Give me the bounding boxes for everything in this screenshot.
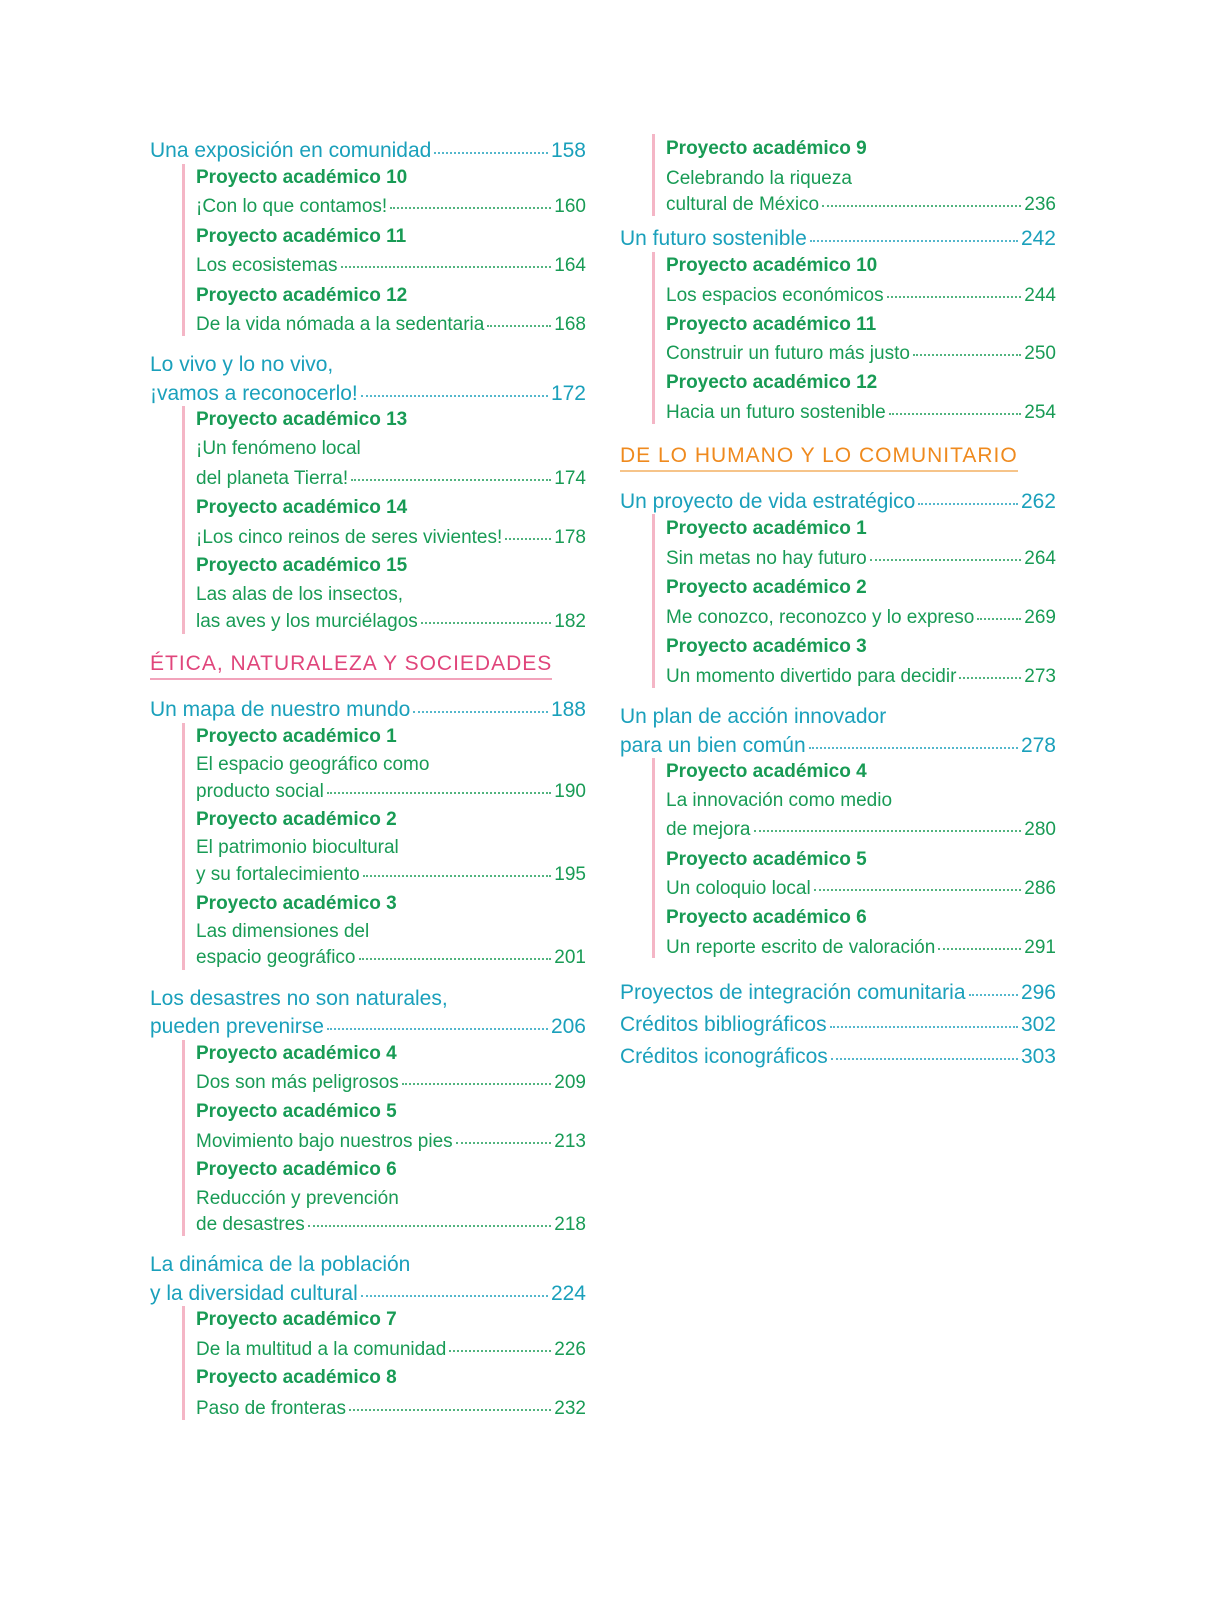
indent-bar <box>182 723 185 970</box>
page-number: 190 <box>554 781 586 802</box>
entry-label: Créditos bibliográficos <box>620 1013 827 1036</box>
entry-label: Proyecto académico 12 <box>666 372 878 393</box>
page-number: 232 <box>554 1398 586 1419</box>
dot-leader <box>349 1409 551 1411</box>
dot-leader <box>390 207 551 209</box>
page-number: 209 <box>554 1072 586 1093</box>
entry-label: Las alas de los insectos, <box>196 584 404 605</box>
dot-leader <box>359 958 552 960</box>
entry-label: Un coloquio local <box>666 878 811 899</box>
entry-label: Los desastres no son naturales, <box>150 987 448 1010</box>
entry-label: y la diversidad cultural <box>150 1282 358 1305</box>
project-heading <box>196 285 586 307</box>
project-heading <box>666 518 1056 540</box>
project-title[interactable] <box>666 666 1056 688</box>
indent-bar <box>652 252 655 424</box>
entry-label: Proyecto académico 14 <box>196 497 408 518</box>
page-number: 262 <box>1020 490 1056 513</box>
page-number: 178 <box>554 527 586 548</box>
page-number: 244 <box>1024 285 1056 306</box>
dot-leader <box>434 152 548 154</box>
dot-leader <box>913 354 1021 356</box>
project-title[interactable] <box>666 878 1056 900</box>
page-number: 286 <box>1024 878 1056 899</box>
project-title[interactable] <box>196 196 586 218</box>
indent-bar <box>652 758 655 958</box>
entry-label: pueden prevenirse <box>150 1015 324 1038</box>
dot-leader <box>822 205 1021 207</box>
entry-label: De la vida nómada a la sedentaria <box>196 314 485 335</box>
project-heading <box>196 167 586 189</box>
project-heading <box>196 409 586 431</box>
project-title <box>196 584 586 606</box>
dot-leader <box>969 994 1018 996</box>
project-title <box>196 754 586 776</box>
entry-label: Reducción y prevención <box>196 1188 399 1209</box>
project-title[interactable] <box>666 937 1056 959</box>
indent-bar <box>182 164 185 336</box>
page-number: 172 <box>550 382 586 405</box>
entry-label: Los ecosistemas <box>196 255 338 276</box>
project-heading <box>196 1159 586 1181</box>
entry-label: De la multitud a la comunidad <box>196 1339 447 1360</box>
project-heading <box>196 226 586 248</box>
page-number: 280 <box>1024 819 1056 840</box>
entry-label: Proyecto académico 2 <box>666 577 867 598</box>
dot-leader <box>449 1350 551 1352</box>
toc-entry <box>150 1253 586 1277</box>
dot-leader <box>831 1058 1018 1060</box>
project-title <box>196 837 586 859</box>
page-number: 206 <box>550 1015 586 1038</box>
page-number: 213 <box>554 1131 586 1152</box>
page-number: 195 <box>554 864 586 885</box>
project-heading <box>666 372 1056 394</box>
page-number: 242 <box>1020 227 1056 250</box>
entry-label: Proyecto académico 13 <box>196 409 408 430</box>
entry-label: Las dimensiones del <box>196 921 370 942</box>
toc-entry[interactable] <box>620 227 1056 251</box>
entry-label: Movimiento bajo nuestros pies <box>196 1131 453 1152</box>
entry-label: Dos son más peligrosos <box>196 1072 399 1093</box>
page-number: 218 <box>554 1214 586 1235</box>
project-title[interactable] <box>196 527 586 549</box>
indent-bar <box>182 1306 185 1420</box>
page-number: 291 <box>1024 937 1056 958</box>
toc-entry <box>150 987 586 1011</box>
entry-label: y su fortalecimiento <box>196 864 360 885</box>
entry-label: Lo vivo y lo no vivo, <box>150 353 334 376</box>
project-heading <box>196 1043 586 1065</box>
entry-label: las aves y los murciélagos <box>196 611 418 632</box>
entry-label: Proyecto académico 7 <box>196 1309 397 1330</box>
toc-entry <box>620 705 1056 729</box>
dot-leader <box>351 479 551 481</box>
entry-label: Proyecto académico 1 <box>196 726 397 747</box>
dot-leader <box>341 266 552 268</box>
page-number: 303 <box>1020 1045 1056 1068</box>
toc-entry[interactable] <box>620 1013 1056 1037</box>
page-number: 296 <box>1020 981 1056 1004</box>
project-title[interactable] <box>196 1398 586 1420</box>
entry-label: Proyecto académico 10 <box>666 255 878 276</box>
entry-label: Proyecto académico 6 <box>666 907 867 928</box>
entry-label: Proyecto académico 12 <box>196 285 408 306</box>
page-number: 269 <box>1024 607 1056 628</box>
entry-label: de mejora <box>666 819 751 840</box>
entry-label: producto social <box>196 781 324 802</box>
entry-label: Un mapa de nuestro mundo <box>150 698 411 721</box>
project-title[interactable] <box>196 468 586 490</box>
entry-label: Proyecto académico 1 <box>666 518 867 539</box>
dot-leader <box>308 1225 552 1227</box>
dot-leader <box>938 948 1021 950</box>
project-heading <box>196 1309 586 1331</box>
entry-label: Sin metas no hay futuro <box>666 548 867 569</box>
entry-label: Proyecto académico 3 <box>196 893 397 914</box>
project-title <box>196 921 586 943</box>
project-title <box>666 790 1056 812</box>
page-number: 302 <box>1020 1013 1056 1036</box>
dot-leader <box>959 677 1021 679</box>
dot-leader <box>363 875 552 877</box>
page-number: 160 <box>554 196 586 217</box>
project-heading <box>196 497 586 519</box>
project-heading <box>196 809 586 831</box>
dot-leader <box>809 747 1018 749</box>
entry-label: Proyecto académico 2 <box>196 809 397 830</box>
entry-label: ¡Los cinco reinos de seres vivientes! <box>196 527 503 548</box>
dot-leader <box>814 889 1022 891</box>
entry-label: Proyecto académico 3 <box>666 636 867 657</box>
project-heading <box>196 1101 586 1123</box>
project-title[interactable] <box>666 194 1056 216</box>
entry-label: Créditos iconográficos <box>620 1045 828 1068</box>
toc-entry[interactable] <box>620 981 1056 1005</box>
dot-leader <box>361 395 548 397</box>
indent-bar <box>652 134 655 216</box>
project-heading <box>666 255 1056 277</box>
dot-leader <box>413 711 548 713</box>
project-heading <box>666 138 1056 160</box>
project-title[interactable] <box>666 343 1056 365</box>
entry-label: del planeta Tierra! <box>196 468 349 489</box>
entry-label: ¡vamos a reconocerlo! <box>150 382 358 405</box>
entry-label: Proyecto académico 9 <box>666 138 867 159</box>
page-number: 236 <box>1024 194 1056 215</box>
entry-label: ¡Un fenómeno local <box>196 438 361 459</box>
entry-label: Me conozco, reconozco y lo expreso <box>666 607 975 628</box>
page-number: 254 <box>1024 402 1056 423</box>
entry-label: ¡Con lo que contamos! <box>196 196 388 217</box>
project-title[interactable] <box>196 611 586 633</box>
entry-label: El patrimonio biocultural <box>196 837 399 858</box>
indent-bar <box>652 514 655 688</box>
project-title[interactable] <box>666 607 1056 629</box>
page-number: 224 <box>550 1282 586 1305</box>
entry-label: Los espacios económicos <box>666 285 884 306</box>
entry-label: cultural de México <box>666 194 820 215</box>
toc-entry[interactable] <box>620 490 1056 514</box>
entry-label: Celebrando la riqueza <box>666 168 852 189</box>
project-title[interactable] <box>196 1339 586 1361</box>
entry-label: El espacio geográfico como <box>196 754 430 775</box>
entry-label: espacio geográfico <box>196 947 356 968</box>
project-title[interactable] <box>196 947 586 969</box>
entry-label: Proyecto académico 4 <box>196 1043 397 1064</box>
project-heading <box>196 555 586 577</box>
page-number: 273 <box>1024 666 1056 687</box>
toc-entry[interactable] <box>150 1015 586 1039</box>
dot-leader <box>361 1295 548 1297</box>
dot-leader <box>487 325 551 327</box>
page-number: 174 <box>554 468 586 489</box>
page-number: 168 <box>554 314 586 335</box>
project-heading <box>666 636 1056 658</box>
entry-label: Un reporte escrito de valoración <box>666 937 936 958</box>
project-title <box>196 438 586 460</box>
entry-label: La dinámica de la población <box>150 1253 411 1276</box>
project-title[interactable] <box>196 255 586 277</box>
project-heading <box>196 726 586 748</box>
toc-entry[interactable] <box>150 139 586 163</box>
dot-leader <box>830 1026 1018 1028</box>
indent-bar <box>182 1040 185 1236</box>
project-title[interactable] <box>196 864 586 886</box>
project-title[interactable] <box>666 548 1056 570</box>
dot-leader <box>889 413 1022 415</box>
dot-leader <box>327 1028 548 1030</box>
project-heading <box>666 849 1056 871</box>
entry-label: Un futuro sostenible <box>620 227 807 250</box>
section-heading: DE LO HUMANO Y LO COMUNITARIO <box>620 444 1018 472</box>
dot-leader <box>505 538 551 540</box>
toc-entry[interactable] <box>620 734 1056 758</box>
section-heading: ÉTICA, NATURALEZA Y SOCIEDADES <box>150 652 552 680</box>
entry-label: Proyecto académico 8 <box>196 1367 397 1388</box>
dot-leader <box>754 830 1022 832</box>
project-title[interactable] <box>196 1072 586 1094</box>
entry-label: Proyecto académico 15 <box>196 555 408 576</box>
entry-label: La innovación como medio <box>666 790 893 811</box>
dot-leader <box>918 503 1018 505</box>
dot-leader <box>977 618 1021 620</box>
entry-label: Paso de fronteras <box>196 1398 346 1419</box>
page-number: 250 <box>1024 343 1056 364</box>
entry-label: para un bien común <box>620 734 806 757</box>
toc-entry[interactable] <box>620 1045 1056 1069</box>
toc-entry[interactable] <box>150 382 586 406</box>
entry-label: Una exposición en comunidad <box>150 139 432 162</box>
dot-leader <box>421 622 552 624</box>
project-heading <box>196 1367 586 1389</box>
entry-label: Proyecto académico 5 <box>196 1101 397 1122</box>
entry-label: de desastres <box>196 1214 305 1235</box>
entry-label: Construir un futuro más justo <box>666 343 910 364</box>
entry-label: Proyecto académico 11 <box>666 314 877 335</box>
dot-leader <box>402 1083 552 1085</box>
project-title <box>196 1188 586 1210</box>
project-heading <box>666 577 1056 599</box>
toc-entry[interactable] <box>150 1282 586 1306</box>
entry-label: Un proyecto de vida estratégico <box>620 490 916 513</box>
project-title[interactable] <box>666 819 1056 841</box>
page-number: 158 <box>550 139 586 162</box>
project-heading <box>666 907 1056 929</box>
dot-leader <box>327 792 552 794</box>
project-title[interactable] <box>666 402 1056 424</box>
entry-label: Proyecto académico 10 <box>196 167 408 188</box>
page-number: 201 <box>554 947 586 968</box>
page-number: 164 <box>554 255 586 276</box>
project-title[interactable] <box>196 314 586 336</box>
entry-label: Un plan de acción innovador <box>620 705 887 728</box>
toc-entry[interactable] <box>150 698 586 722</box>
project-title[interactable] <box>196 781 586 803</box>
project-heading <box>666 314 1056 336</box>
project-title[interactable] <box>196 1131 586 1153</box>
entry-label: Proyectos de integración comunitaria <box>620 981 966 1004</box>
toc-entry <box>150 353 586 377</box>
page-number: 278 <box>1020 734 1056 757</box>
entry-label: Un momento divertido para decidir <box>666 666 957 687</box>
dot-leader <box>870 559 1022 561</box>
entry-label: Proyecto académico 6 <box>196 1159 397 1180</box>
entry-label: Proyecto académico 5 <box>666 849 867 870</box>
page-number: 188 <box>550 698 586 721</box>
dot-leader <box>810 240 1018 242</box>
entry-label: Hacia un futuro sostenible <box>666 402 886 423</box>
page-number: 264 <box>1024 548 1056 569</box>
dot-leader <box>887 296 1022 298</box>
project-heading <box>196 893 586 915</box>
project-heading <box>666 761 1056 783</box>
indent-bar <box>182 406 185 634</box>
project-title[interactable] <box>666 285 1056 307</box>
project-title <box>666 168 1056 190</box>
entry-label: Proyecto académico 11 <box>196 226 407 247</box>
entry-label: Proyecto académico 4 <box>666 761 867 782</box>
project-title[interactable] <box>196 1214 586 1236</box>
page-number: 226 <box>554 1339 586 1360</box>
dot-leader <box>456 1142 552 1144</box>
page-number: 182 <box>554 611 586 632</box>
